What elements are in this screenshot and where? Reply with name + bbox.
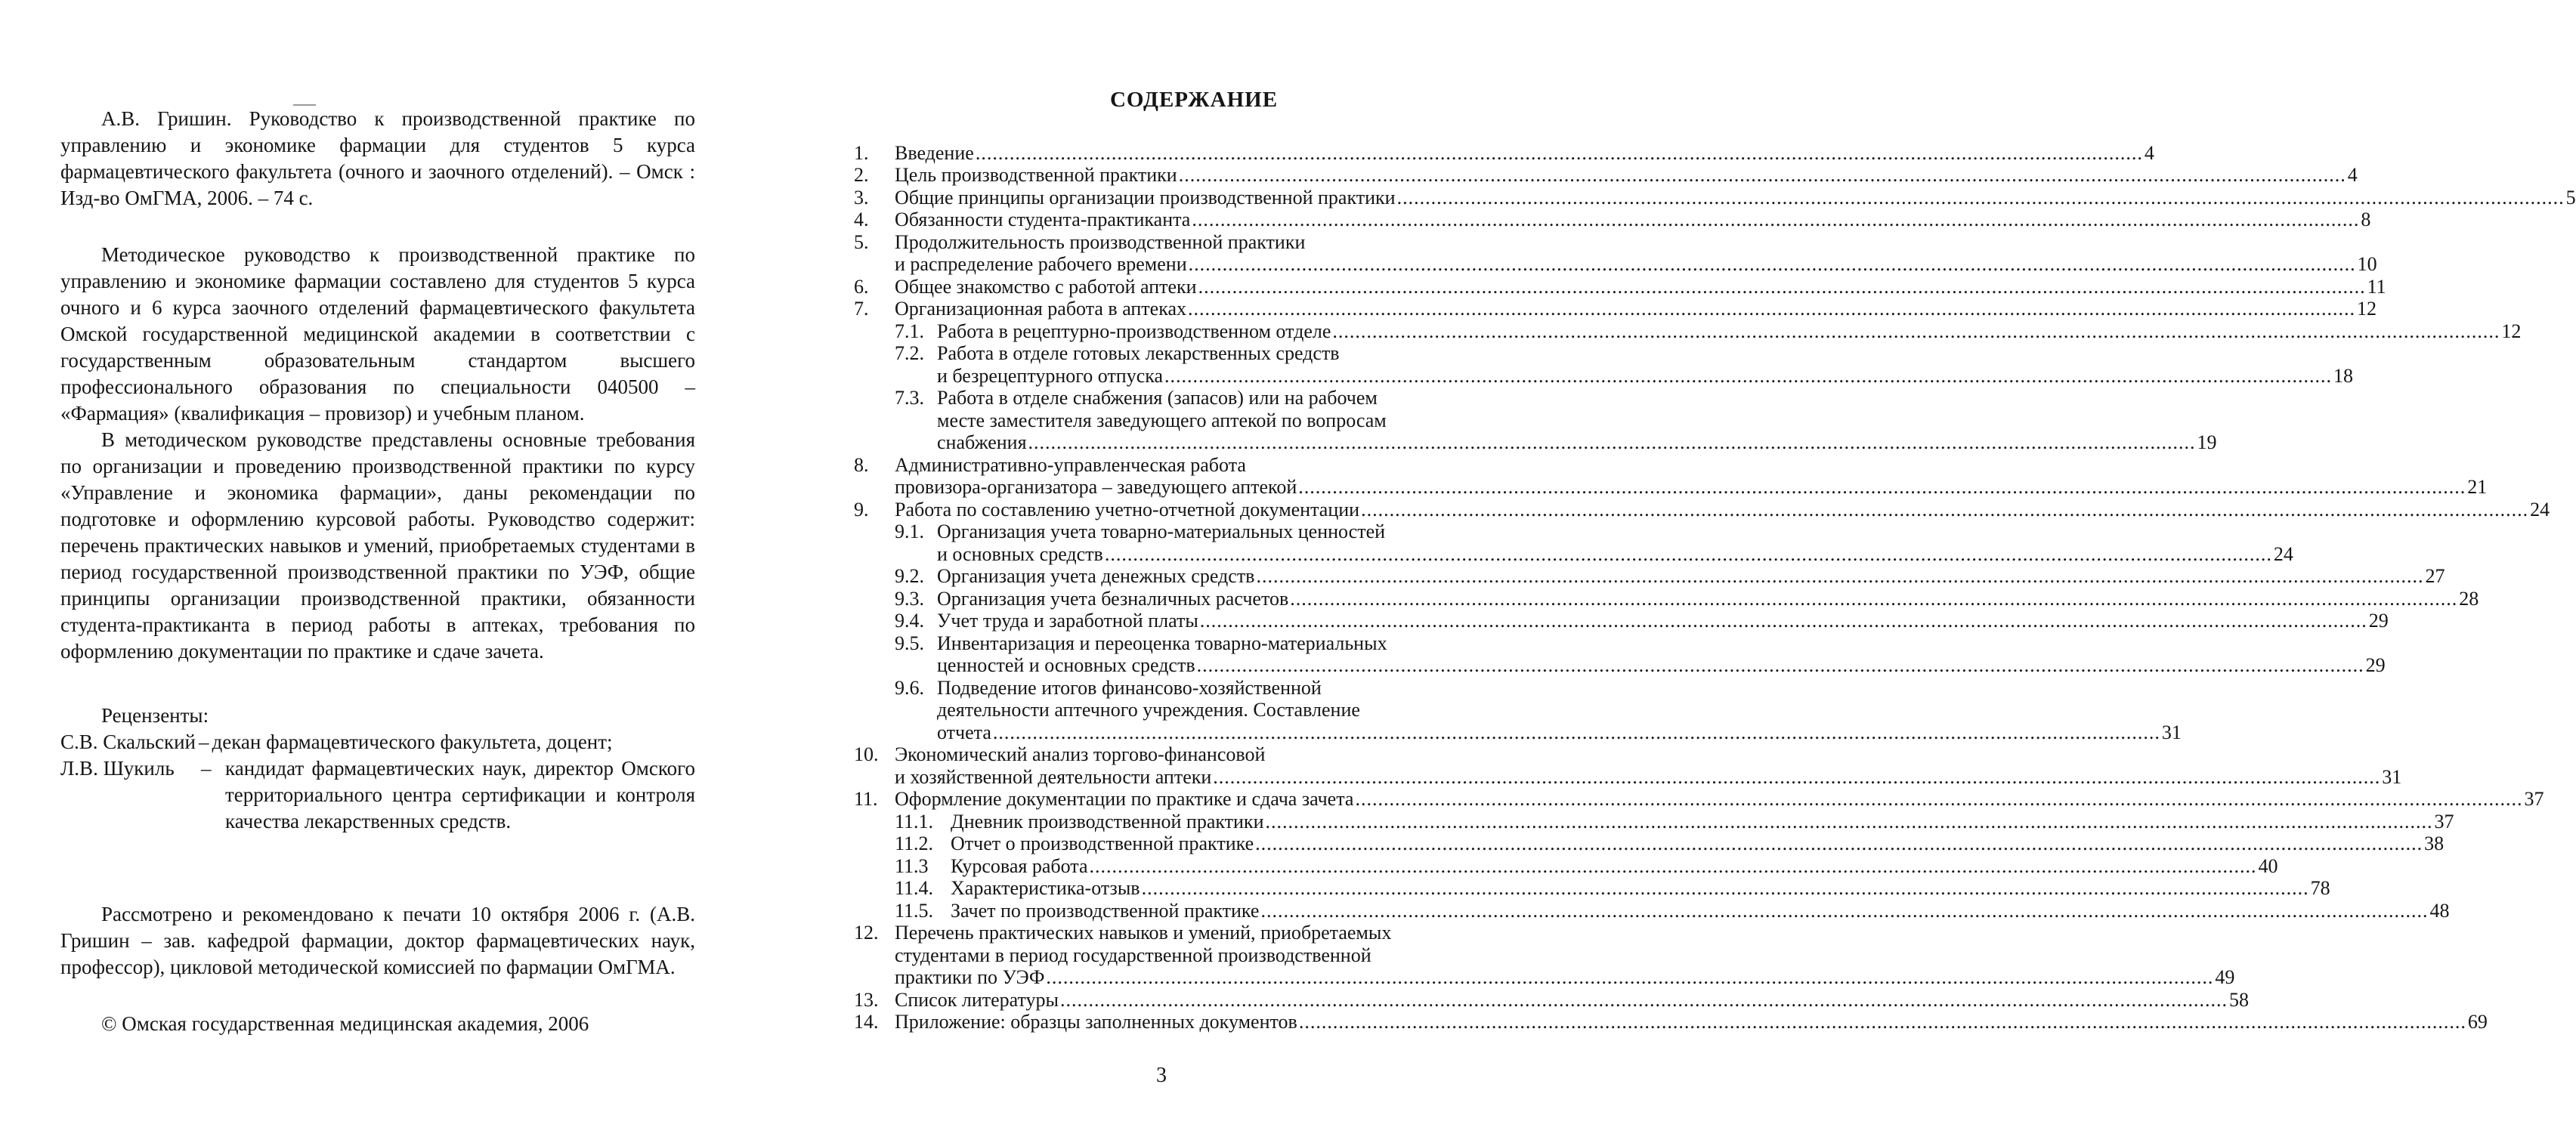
toc-entry-title: Оформление документации по практике и сдача зачета	[895, 788, 1354, 810]
toc-leader-dots	[1189, 253, 2356, 276]
toc-leader-dots	[1213, 766, 2380, 789]
reviewer-description: декан фармацевтического факультета, доцент;	[212, 731, 613, 753]
toc-leader-dots	[1355, 788, 2522, 811]
toc-entry-number: 4.	[854, 209, 869, 230]
toc-entry-title: Цель производственной практики	[895, 164, 1177, 186]
toc-entry	[854, 298, 2377, 320]
toc-entry	[854, 810, 2454, 833]
toc-entry	[854, 854, 2278, 878]
toc-entry-title: Введение	[895, 141, 974, 164]
toc-leader-dots	[1142, 877, 2309, 900]
toc-entry	[854, 520, 2293, 565]
toc-entry-title: Курсовая работа	[951, 854, 1088, 877]
reviewer-dash: –	[201, 757, 212, 780]
toc-entry-number: 9.6.	[895, 676, 924, 699]
toc-entry-title: Экономический анализ торгово-финансовой	[895, 743, 1266, 765]
toc-page-number: 37	[2524, 788, 2544, 810]
toc-entry-title: Работа в рецептурно-производственном отделе	[937, 320, 1331, 342]
toc-leader-dots	[1188, 298, 2355, 320]
toc-entry	[854, 632, 2386, 677]
toc-entry-number: 9.1.	[895, 520, 924, 542]
toc-entry-title: Административно-управленческая работа	[895, 453, 1246, 476]
toc-page-number: 78	[2310, 877, 2330, 899]
toc-entry	[854, 676, 2182, 744]
toc-entry-title: Отчет о производственной практике	[951, 832, 1254, 854]
toc-page-number: 4	[2144, 141, 2154, 164]
toc-entry-number: 7.	[854, 298, 869, 320]
toc-page-number: 49	[2215, 966, 2235, 988]
toc-page-number: 8	[2361, 209, 2371, 230]
toc-entry-number: 7.2.	[895, 342, 924, 364]
toc-entry-number: 11.4.	[895, 877, 934, 899]
toc-page-number: 29	[2368, 610, 2389, 632]
toc-page-number: 11	[2367, 275, 2386, 298]
toc-entry-title: Работа по составлению учетно-отчетной документации	[895, 498, 1360, 520]
toc-leader-dots	[976, 142, 2143, 165]
toc-entry	[854, 743, 2402, 788]
annotation-paragraph-1: Методическое руководство к производственной практике по управлению и экономике фармации составлено для студентов 5 курса очного и 6 курса заочного отделений фармацевтического факультета Омской государственной медицинской академии в соответствии с государственным образовательным стандартом высшего профессионального образования по специальности 040500 – «Фармация» (квалификация – провизор) и учебным планом.	[60, 243, 695, 425]
toc-entry-title: практики по УЭФ	[895, 966, 1045, 988]
toc-entry	[854, 342, 2354, 387]
toc-entry-number: 5.	[854, 230, 869, 253]
toc-entry	[854, 186, 2576, 209]
toc-entry-number: 11.5.	[895, 899, 934, 922]
toc-page-number: 40	[2258, 854, 2278, 877]
toc-entry-title: снабжения	[937, 431, 1027, 453]
toc-leader-dots	[1397, 187, 2565, 209]
toc-leader-dots	[1260, 900, 2428, 922]
toc-entry-title: Зачет по производственной практике	[951, 899, 1260, 922]
toc-page-number: 38	[2424, 832, 2445, 854]
reviewer-name: С.В. Скальский	[60, 731, 196, 753]
toc-leader-dots	[1298, 476, 2466, 499]
toc-entry-number: 11.	[854, 788, 878, 810]
toc-page-number: 4	[2347, 164, 2358, 186]
toc-page-number: 58	[2229, 988, 2249, 1011]
toc-entry	[854, 230, 2377, 276]
toc-entry-number: 8.	[854, 453, 869, 476]
toc-page-number: 5	[2565, 186, 2576, 209]
toc-leader-dots	[1361, 499, 2528, 521]
toc-entry-number: 12.	[854, 922, 879, 944]
toc-entry-title: Работа в отделе готовых лекарственных средств	[937, 342, 1340, 364]
toc-entry-title: Приложение: образцы заполненных документов	[895, 1011, 1297, 1033]
toc-entry-title: Перечень практических навыков и умений, приобретаемых	[895, 922, 1392, 944]
toc-entry	[854, 498, 2550, 521]
bibliographic-description: А.В. Гришин. Руководство к производственной практике по управлению и экономике фармации для студентов 5 курса фармацевтического факультета (очного и заочного отделений). – Омск : Изд-во ОмГМА, 2006. – 74 с.	[60, 107, 695, 209]
toc-entry-number: 2.	[854, 164, 869, 186]
toc-page-number: 18	[2333, 364, 2354, 387]
toc-leader-dots	[1046, 966, 2213, 989]
toc-entry	[854, 832, 2445, 855]
toc-leader-dots	[1179, 164, 2346, 187]
reviewer-row	[60, 755, 695, 835]
reviewer-name: Л.В. Шукиль	[60, 757, 175, 780]
toc-entry-title: Учет труда и заработной платы	[937, 610, 1198, 632]
toc-entry-number: 11.3	[895, 854, 929, 877]
toc-entry	[854, 988, 2249, 1012]
toc-entry-title: Работа в отделе снабжения (запасов) или на рабочем	[937, 387, 1378, 409]
toc-entry-number: 9.	[854, 498, 869, 520]
toc-leader-dots	[1265, 811, 2432, 833]
toc-entry-title: деятельности аптечного учреждения. Составление	[937, 699, 1360, 721]
toc-leader-dots	[1197, 654, 2364, 677]
toc-page-number: 31	[2161, 721, 2182, 743]
reviewer-row	[60, 729, 695, 755]
toc-entry-title: ценностей и основных средств	[937, 654, 1195, 676]
toc-page-number: 48	[2429, 899, 2450, 922]
toc-page-number: 31	[2382, 765, 2402, 788]
toc-entry-title: и безрецептурного отпуска	[937, 364, 1164, 387]
toc-leader-dots	[1255, 832, 2423, 855]
toc-page-number: 37	[2434, 810, 2454, 832]
toc-leader-dots	[1105, 543, 2272, 566]
toc-entry-title: отчета	[937, 721, 991, 743]
toc-page-number: 24	[2273, 542, 2293, 565]
toc-entry-title: Организация учета безналичных расчетов	[937, 587, 1289, 610]
toc-entry-number: 9.2.	[895, 565, 924, 587]
toc-leader-dots	[1028, 431, 2196, 454]
toc-entry-title: Организационная работа в аптеках	[895, 298, 1186, 320]
toc-entry-number: 3.	[854, 186, 869, 209]
toc-page-number: 12	[2357, 298, 2377, 320]
toc-entry-number: 9.4.	[895, 610, 924, 632]
toc-page-number: 24	[2530, 498, 2550, 520]
toc-leader-dots	[1090, 855, 2257, 878]
page-number: 3	[1156, 1064, 1167, 1087]
right-page	[854, 88, 2576, 1033]
toc-page-number: 27	[2425, 565, 2445, 587]
toc-entry-number: 6.	[854, 275, 869, 298]
toc-leader-dots	[1200, 610, 2367, 632]
toc-entry-title: Характеристика-отзыв	[951, 877, 1140, 899]
toc-entry-number: 9.5.	[895, 632, 924, 654]
toc-leader-dots	[1256, 565, 2423, 588]
toc-entry-number: 7.3.	[895, 387, 924, 409]
toc-entry-title: Дневник производственной практики	[951, 810, 1264, 832]
reviewers-title: Рецензенты:	[101, 704, 209, 727]
toc-entry-number: 1.	[854, 141, 869, 164]
reviewers-block	[60, 703, 695, 835]
toc-entry	[854, 788, 2544, 811]
toc-entry-title: месте заместителя заведующего аптекой по вопросам	[937, 409, 1387, 431]
toc-entry	[854, 164, 2358, 187]
toc-entry	[854, 1011, 2488, 1033]
toc-entry-title: Организация учета денежных средств	[937, 565, 1255, 587]
left-page	[60, 106, 695, 1037]
toc-entry	[854, 209, 2371, 231]
toc-entry	[854, 565, 2445, 588]
toc-entry-number: 14.	[854, 1011, 879, 1033]
toc-leader-dots	[1290, 588, 2457, 610]
toc-entry	[854, 387, 2217, 454]
toc-entry-number: 9.3.	[895, 587, 924, 610]
toc-entry	[854, 899, 2450, 922]
toc-entry-title: провизора-организатора – заведующего аптекой	[895, 476, 1297, 498]
toc-entry-title: Продолжительность производственной практики	[895, 230, 1306, 253]
toc-entry	[854, 320, 2522, 343]
toc-leader-dots	[1198, 276, 2366, 298]
toc-leader-dots	[993, 721, 2160, 744]
toc-entry	[854, 877, 2330, 900]
toc-page-number: 10	[2357, 253, 2377, 275]
copyright-line: © Омская государственная медицинская академия, 2006	[101, 1012, 589, 1035]
toc-leader-dots	[1299, 1011, 2466, 1033]
toc-leader-dots	[1164, 365, 2332, 388]
toc-entry-title: Список литературы	[895, 988, 1059, 1011]
reviewer-dash: –	[199, 731, 209, 753]
toc-page-number: 28	[2459, 587, 2479, 610]
toc-page-number: 12	[2501, 320, 2522, 342]
toc-entry-number: 11.1.	[895, 810, 934, 832]
toc-entry	[854, 141, 2154, 165]
toc-entry-title: Подведение итогов финансово-хозяйственной	[937, 676, 1322, 699]
toc-entry	[854, 453, 2488, 499]
toc-entry-title: студентами в период государственной производственной	[895, 944, 1371, 966]
annotation-paragraph-2: В методическом руководстве представлены основные требования по организации и проведению производственной практики по курсу «Управление и экономика фармации», даны рекомендации по подготовке и оформлению курсовой работы. Руководство содержит: перечень практических навыков и умений, приобретаемых студентами в период государственной производственной практики по УЭФ, общие принципы организации производственной практики, обязанности студента-практиканта в период работы в аптеках, требования по оформлению документации по практике и сдаче зачета.	[60, 428, 695, 663]
toc-entry-title: Организация учета товарно-материальных ценностей	[937, 520, 1386, 542]
toc-entry	[854, 587, 2479, 610]
toc-entry-title: и распределение рабочего времени	[895, 253, 1187, 275]
toc-entry	[854, 610, 2389, 632]
toc-entry-title: Инвентаризация и переоценка товарно-материальных	[937, 632, 1387, 654]
toc-page-number: 69	[2467, 1011, 2488, 1033]
toc-page-number: 29	[2365, 654, 2386, 676]
toc-entry-title: Обязанности студента-практиканта	[895, 209, 1191, 230]
toc-page-number: 21	[2467, 476, 2488, 498]
toc-title: СОДЕРЖАНИЕ	[1109, 88, 1279, 112]
reviewer-description: кандидат фармацевтических наук, директор Омского территориального центра сертификации и контроля качества лекарственных средств.	[225, 757, 695, 832]
toc-entry-number: 11.2.	[895, 832, 934, 854]
toc-entry-title: Общее знакомство с работой аптеки	[895, 275, 1197, 298]
toc-leader-dots	[1192, 209, 2359, 231]
approval-note: Рассмотрено и рекомендовано к печати 10 октября 2006 г. (А.В. Гришин – зав. кафедрой фармации, доктор фармацевтических наук, профессор), цикловой методической комиссией по фармации ОмГМА.	[60, 903, 695, 978]
toc-entry-title: Общие принципы организации производственной практики	[895, 186, 1396, 209]
toc-entry-title: и хозяйственной деятельности аптеки	[895, 765, 1212, 788]
table-of-contents	[854, 141, 2576, 1033]
toc-page-number: 19	[2197, 431, 2217, 453]
toc-entry	[854, 275, 2386, 298]
toc-entry	[854, 922, 2235, 989]
toc-entry-title: и основных средств	[937, 542, 1103, 565]
toc-entry-number: 7.1.	[895, 320, 924, 342]
toc-leader-dots	[1060, 989, 2228, 1012]
toc-leader-dots	[1332, 320, 2500, 343]
toc-entry-number: 10.	[854, 743, 879, 765]
toc-entry-number: 13.	[854, 988, 879, 1011]
